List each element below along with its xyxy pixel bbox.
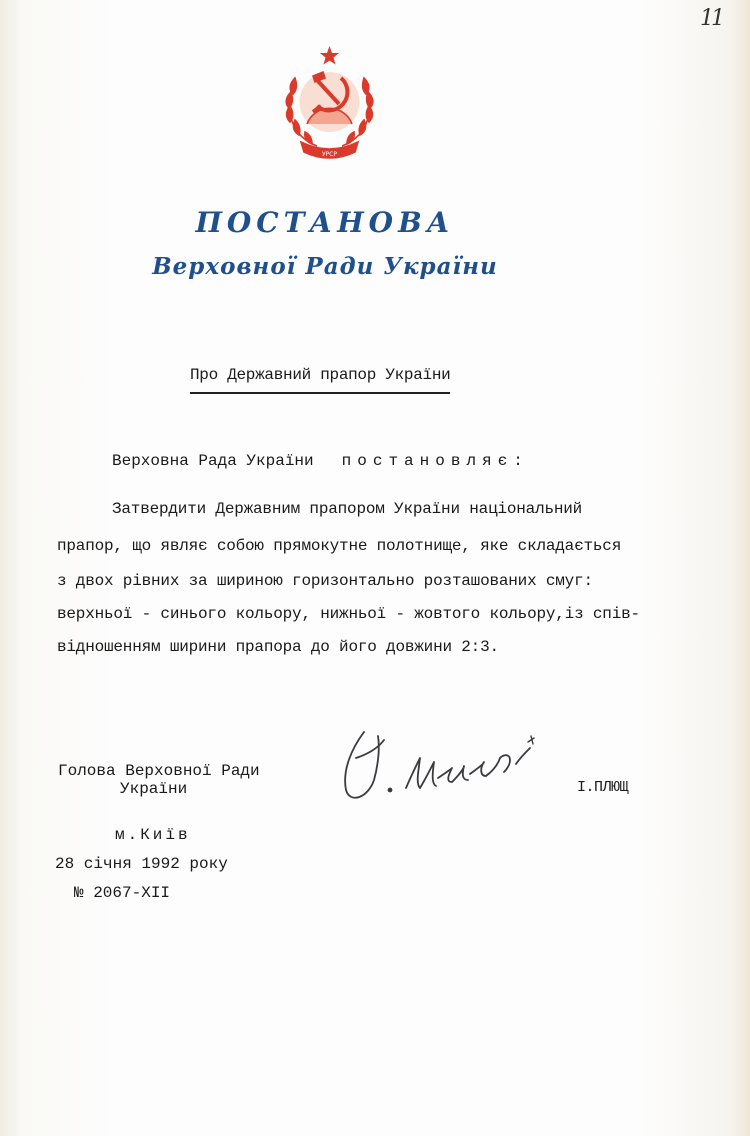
body-line: з двох рівних за шириною горизонтально розташованих смуг:: [57, 572, 593, 590]
body-line: відношенням ширини прапора до його довжини 2:3.: [57, 638, 499, 656]
document-number: № 2067-ХІІ: [74, 884, 171, 902]
document-title: ПОСТАНОВА: [195, 206, 455, 239]
preamble-resolves: постановляє:: [341, 452, 529, 470]
page-number: 11: [700, 6, 722, 31]
preamble: [112, 452, 529, 470]
signatory-title: [58, 762, 260, 798]
handwritten-signature: [334, 718, 564, 810]
signatory-title-line1: Голова Верховної Ради: [58, 762, 260, 780]
preamble-issuer: Верховна Рада України: [112, 452, 314, 470]
coat-of-arms-emblem: [277, 44, 382, 164]
document-subtitle: Верховної Ради України: [152, 253, 498, 280]
body-line: верхньої - синього кольору, нижньої - жовтого кольору,із спів-: [57, 605, 640, 623]
emblem-ribbon-text: УРСР: [321, 151, 338, 158]
document-subject: Про Державний прапор України: [190, 366, 450, 394]
body-line: Затвердити Державним прапором України національний: [112, 500, 583, 518]
signatory-name: І.ПЛЮЩ: [577, 779, 629, 796]
adoption-date: 28 січня 1992 року: [55, 855, 228, 873]
body-line: прапор, що являє собою прямокутне полотнище, яке складається: [57, 537, 622, 555]
signatory-title-line2: України: [120, 780, 188, 798]
place-of-adoption: м.Київ: [115, 826, 191, 844]
